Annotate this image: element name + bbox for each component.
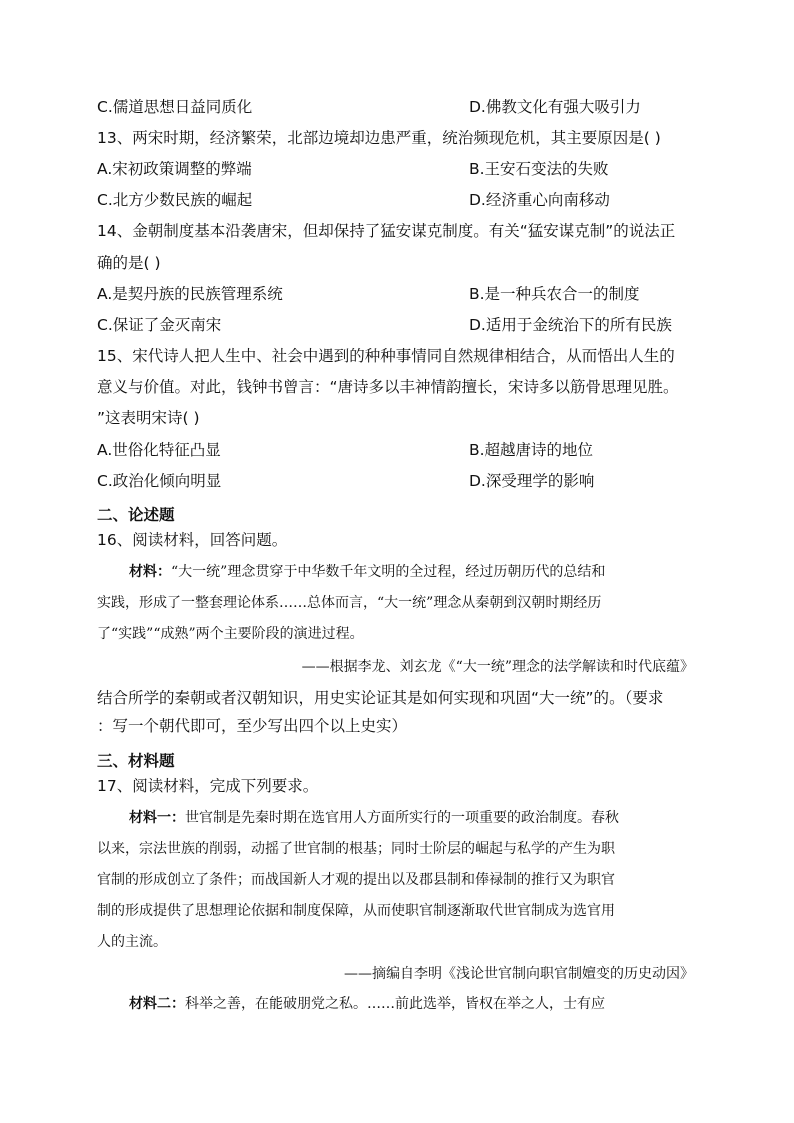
- q16-stem: 16、阅读材料，回答问题。: [97, 531, 288, 549]
- q16-material-label: 材料：: [129, 564, 171, 580]
- q15-option-b: B.超越唐诗的地位: [469, 441, 594, 459]
- q13-options-row-1: [97, 159, 609, 179]
- q17-material2-text1: 科举之善，在能破朋党之私。……前此选举，皆权在举之人，士有应: [185, 996, 605, 1012]
- q13-option-b: B.王安石变法的失败: [469, 160, 609, 178]
- q12-option-c: C.儒道思想日益同质化: [97, 98, 253, 116]
- q17-material1-line3: 官制的形成创立了条件；而战国新人才观的提出以及郡县制和俸禄制的推行又为职官: [97, 872, 615, 888]
- q15-option-d: D.深受理学的影响: [469, 472, 595, 490]
- q14-option-c: C.保证了金灭南宋: [97, 316, 222, 334]
- q14-options-row-2: [97, 315, 672, 335]
- q16-ask-line1: 结合所学的秦朝或者汉朝知识，用史实论证其是如何实现和巩固“大一统”的。（要求: [97, 689, 664, 707]
- q17-material1-text1: 世官制是先秦时期在选官用人方面所实行的一项重要的政治制度。春秋: [185, 810, 619, 826]
- q15-stem-line2: 意义与价值。对此，钱钟书曾言：“唐诗多以丰神情韵擅长，宋诗多以筋骨思理见胜。: [97, 378, 679, 396]
- q17-material1-label: 材料一：: [129, 810, 185, 826]
- section-2-title: 二、论述题: [97, 506, 175, 524]
- q15-stem-line3: ”这表明宋诗( ): [97, 409, 200, 427]
- q14-stem-line2: 确的是( ): [97, 254, 161, 272]
- q13-option-a: A.宋初政策调整的弊端: [97, 160, 252, 178]
- q16-source: ——根据李龙、刘玄龙《“大一统”理念的法学解读和时代底蕴》: [301, 659, 694, 675]
- q14-option-b: B.是一种兵农合一的制度: [469, 285, 640, 303]
- q17-material2-label: 材料二：: [129, 996, 185, 1012]
- q12-option-d: D.佛教文化有强大吸引力: [469, 98, 641, 116]
- q14-stem-line1: 14、金朝制度基本沿袭唐宋，但却保持了猛安谋克制度。有关“猛安谋克制”的说法正: [97, 222, 676, 240]
- q14-option-a: A.是契丹族的民族管理系统: [97, 285, 283, 303]
- q15-option-a: A.世俗化特征凸显: [97, 441, 221, 459]
- q15-options-row-2: [97, 471, 595, 491]
- q12-options-row: [97, 97, 641, 117]
- q17-material1-line2: 以来，宗法世族的削弱，动摇了世官制的根基；同时士阶层的崛起与私学的产生为职: [97, 841, 615, 857]
- q17-stem: 17、阅读材料，完成下列要求。: [97, 777, 319, 795]
- q17-material1-line4: 制的形成提供了思想理论依据和制度保障，从而使职官制逐渐取代世官制成为选官用: [97, 903, 615, 919]
- q16-material-text1: “大一统”理念贯穿于中华数千年文明的全过程，经过历朝历代的总结和: [171, 564, 606, 580]
- section-3-title: 三、材料题: [97, 752, 175, 770]
- q13-options-row-2: [97, 190, 610, 210]
- q17-material1-line1: [129, 808, 729, 828]
- q16-material-line2: 实践，形成了一整套理论体系……总体而言，“大一统”理念从秦朝到汉朝时期经历: [97, 595, 602, 611]
- q13-option-d: D.经济重心向南移动: [469, 191, 610, 209]
- q14-options-row-1: [97, 284, 640, 304]
- q13-stem: 13、两宋时期，经济繁荣，北部边境却边患严重，统治频现危机，其主要原因是( ): [97, 129, 661, 147]
- q14-option-d: D.适用于金统治下的所有民族: [469, 316, 672, 334]
- q15-options-row-1: [97, 440, 594, 460]
- q15-option-c: C.政治化倾向明显: [97, 472, 222, 490]
- q16-material-line1: [129, 562, 729, 582]
- q17-material1-source: ——摘编自李明《浅论世官制向职官制嬗变的历史动因》: [344, 966, 694, 982]
- q13-option-c: C.北方少数民族的崛起: [97, 191, 253, 209]
- q15-stem-line1: 15、宋代诗人把人生中、社会中遇到的种种事情同自然规律相结合，从而悟出人生的: [97, 347, 675, 365]
- q17-material2-line1: [129, 994, 729, 1014]
- q17-material1-line5: 人的主流。: [97, 934, 167, 950]
- q16-material-line3: 了“实践”“成熟”两个主要阶段的演进过程。: [97, 626, 364, 642]
- q16-ask-line2: ：写一个朝代即可，至少写出四个以上史实）: [97, 717, 408, 735]
